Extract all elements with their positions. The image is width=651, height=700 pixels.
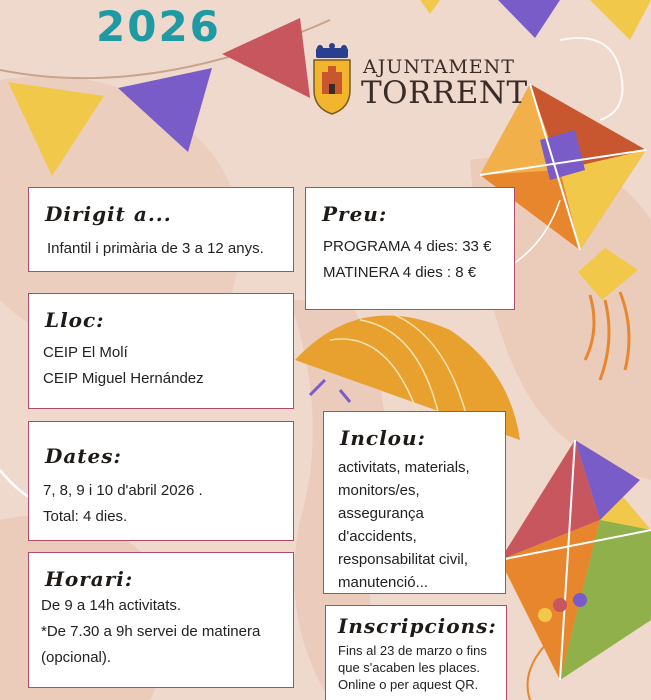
pennant-yellow bbox=[590, 0, 651, 40]
card-line: assegurança bbox=[338, 505, 424, 522]
card-dirigit bbox=[28, 187, 294, 272]
card-title: Lloc: bbox=[45, 308, 105, 332]
card-line: CEIP El Molí bbox=[43, 344, 128, 361]
year-title: 2026 bbox=[96, 2, 221, 51]
card-line: Infantil i primària de 3 a 12 anys. bbox=[47, 240, 264, 257]
card-line: activitats, materials, bbox=[338, 459, 470, 476]
ajuntament-logo bbox=[308, 42, 528, 120]
card-line: Fins al 23 de marzo o fins bbox=[338, 643, 487, 658]
card-line: Online o per aquest QR. bbox=[338, 677, 479, 692]
card-inscripcions bbox=[325, 605, 507, 700]
card-inclou bbox=[323, 411, 506, 594]
card-title: Preu: bbox=[322, 202, 388, 226]
card-title: Dates: bbox=[45, 444, 122, 468]
card-title: Inclou: bbox=[340, 426, 426, 450]
logo-text-torrent: TORRENT bbox=[361, 75, 528, 111]
card-line: manutenció... bbox=[338, 574, 429, 591]
card-lloc bbox=[28, 293, 294, 409]
card-line: monitors/es, bbox=[338, 482, 420, 499]
card-title: Horari: bbox=[45, 567, 134, 591]
card-line: De 9 a 14h activitats. bbox=[41, 597, 182, 614]
card-line: MATINERA 4 dies : 8 € bbox=[323, 264, 477, 281]
card-line: Total: 4 dies. bbox=[43, 508, 128, 525]
card-line: 7, 8, 9 i 10 d'abril 2026 . bbox=[43, 482, 203, 499]
card-line: *De 7.30 a 9h servei de matinera bbox=[41, 623, 261, 640]
pennant-yellow bbox=[420, 0, 440, 14]
card-line: d'accidents, bbox=[338, 528, 417, 545]
card-line: CEIP Miguel Hernández bbox=[43, 370, 204, 387]
pennant-red bbox=[222, 18, 310, 98]
coat-of-arms-icon bbox=[308, 42, 356, 120]
card-line: (opcional). bbox=[41, 649, 112, 666]
logo-text-ajuntament: AJUNTAMENT bbox=[363, 56, 515, 78]
card-horari bbox=[28, 552, 294, 688]
card-preu bbox=[305, 187, 515, 310]
card-line: PROGRAMA 4 dies: 33 € bbox=[323, 238, 492, 255]
pennant-purple bbox=[498, 0, 560, 38]
card-dates bbox=[28, 421, 294, 541]
kite-bottom-right bbox=[500, 440, 651, 700]
card-line: responsabilitat civil, bbox=[338, 551, 469, 568]
card-line: que s'acaben les places. bbox=[338, 660, 480, 675]
card-title: Dirigit a... bbox=[45, 202, 172, 226]
card-title: Inscripcions: bbox=[338, 614, 497, 638]
